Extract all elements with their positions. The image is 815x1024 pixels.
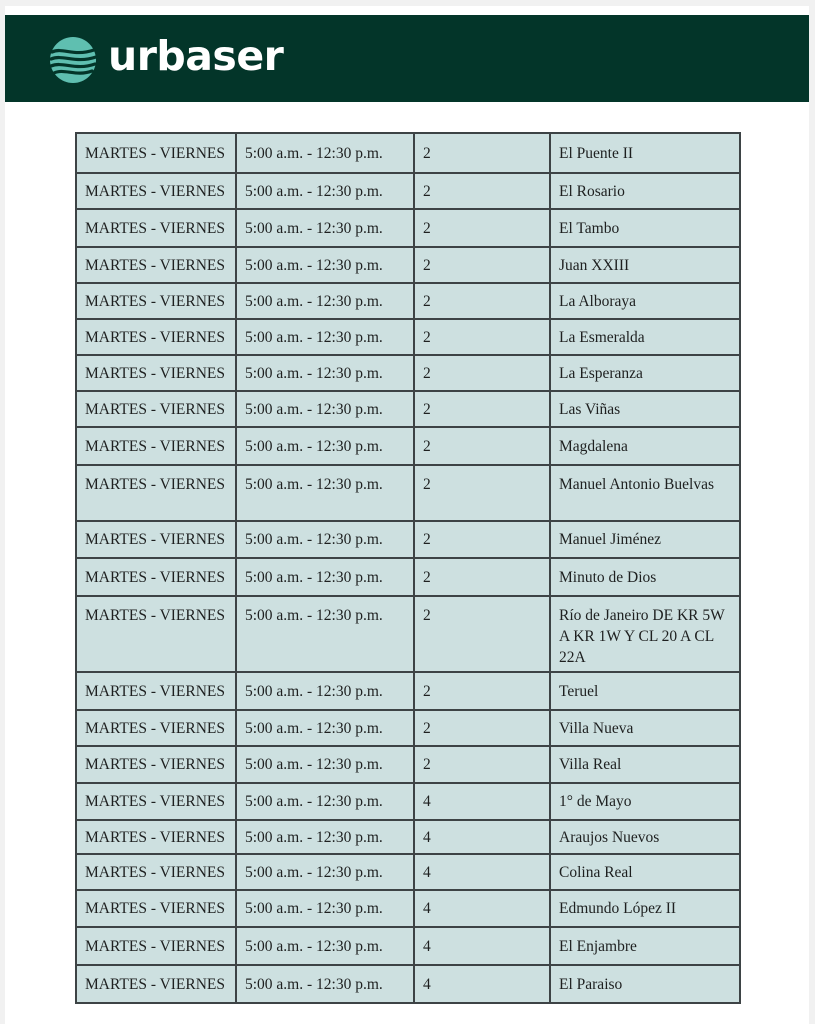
day-cell: MARTES - VIERNES xyxy=(76,391,236,427)
table-row xyxy=(76,283,740,319)
time-cell: 5:00 a.m. - 12:30 p.m. xyxy=(236,521,414,558)
table-row xyxy=(76,558,740,596)
day-cell: MARTES - VIERNES xyxy=(76,965,236,1003)
day-cell: MARTES - VIERNES xyxy=(76,465,236,521)
barrio-cell: El Paraiso xyxy=(550,965,740,1003)
table-row xyxy=(76,890,740,927)
time-cell: 5:00 a.m. - 12:30 p.m. xyxy=(236,965,414,1003)
time-cell: 5:00 a.m. - 12:30 p.m. xyxy=(236,820,414,854)
barrio-cell: Río de Janeiro DE KR 5W A KR 1W Y CL 20 A CL 22A xyxy=(550,596,740,672)
time-cell: 5:00 a.m. - 12:30 p.m. xyxy=(236,319,414,355)
day-cell: MARTES - VIERNES xyxy=(76,133,236,173)
day-cell: MARTES - VIERNES xyxy=(76,596,236,672)
barrio-cell: Araujos Nuevos xyxy=(550,820,740,854)
table-row xyxy=(76,173,740,209)
day-cell: MARTES - VIERNES xyxy=(76,319,236,355)
zone-cell: 2 xyxy=(414,319,550,355)
zone-cell: 2 xyxy=(414,521,550,558)
zone-cell: 2 xyxy=(414,209,550,247)
barrio-cell: Manuel Antonio Buelvas xyxy=(550,465,740,521)
barrio-cell: La Esmeralda xyxy=(550,319,740,355)
table-row xyxy=(76,209,740,247)
barrio-cell: Villa Real xyxy=(550,746,740,783)
day-cell: MARTES - VIERNES xyxy=(76,820,236,854)
time-cell: 5:00 a.m. - 12:30 p.m. xyxy=(236,890,414,927)
table-row xyxy=(76,247,740,283)
table-row xyxy=(76,854,740,890)
time-cell: 5:00 a.m. - 12:30 p.m. xyxy=(236,427,414,465)
zone-cell: 2 xyxy=(414,596,550,672)
zone-cell: 2 xyxy=(414,283,550,319)
table-row xyxy=(76,391,740,427)
barrio-cell: El Tambo xyxy=(550,209,740,247)
brand-header xyxy=(5,15,809,102)
document-page xyxy=(5,6,809,1024)
barrio-cell: 1° de Mayo xyxy=(550,783,740,820)
collection-schedule-table xyxy=(75,132,741,1004)
day-cell: MARTES - VIERNES xyxy=(76,247,236,283)
zone-cell: 2 xyxy=(414,558,550,596)
table-row xyxy=(76,319,740,355)
barrio-cell: La Esperanza xyxy=(550,355,740,391)
barrio-cell: Minuto de Dios xyxy=(550,558,740,596)
barrio-cell: Juan XXIII xyxy=(550,247,740,283)
day-cell: MARTES - VIERNES xyxy=(76,173,236,209)
day-cell: MARTES - VIERNES xyxy=(76,558,236,596)
day-cell: MARTES - VIERNES xyxy=(76,427,236,465)
zone-cell: 2 xyxy=(414,427,550,465)
table-row xyxy=(76,783,740,820)
day-cell: MARTES - VIERNES xyxy=(76,710,236,746)
time-cell: 5:00 a.m. - 12:30 p.m. xyxy=(236,746,414,783)
table-row xyxy=(76,427,740,465)
time-cell: 5:00 a.m. - 12:30 p.m. xyxy=(236,173,414,209)
zone-cell: 2 xyxy=(414,133,550,173)
time-cell: 5:00 a.m. - 12:30 p.m. xyxy=(236,209,414,247)
barrio-cell: El Puente II xyxy=(550,133,740,173)
barrio-cell: Manuel Jiménez xyxy=(550,521,740,558)
zone-cell: 2 xyxy=(414,746,550,783)
zone-cell: 4 xyxy=(414,890,550,927)
table-row xyxy=(76,746,740,783)
time-cell: 5:00 a.m. - 12:30 p.m. xyxy=(236,596,414,672)
table-row xyxy=(76,596,740,672)
table-row xyxy=(76,133,740,173)
table-row xyxy=(76,465,740,521)
table-row xyxy=(76,965,740,1003)
barrio-cell: El Enjambre xyxy=(550,927,740,965)
time-cell: 5:00 a.m. - 12:30 p.m. xyxy=(236,247,414,283)
day-cell: MARTES - VIERNES xyxy=(76,783,236,820)
time-cell: 5:00 a.m. - 12:30 p.m. xyxy=(236,927,414,965)
table-row xyxy=(76,710,740,746)
schedule-body xyxy=(76,133,740,1003)
time-cell: 5:00 a.m. - 12:30 p.m. xyxy=(236,465,414,521)
zone-cell: 2 xyxy=(414,391,550,427)
table-row xyxy=(76,355,740,391)
zone-cell: 4 xyxy=(414,927,550,965)
barrio-cell: Colina Real xyxy=(550,854,740,890)
zone-cell: 4 xyxy=(414,854,550,890)
barrio-cell: Villa Nueva xyxy=(550,710,740,746)
time-cell: 5:00 a.m. - 12:30 p.m. xyxy=(236,710,414,746)
time-cell: 5:00 a.m. - 12:30 p.m. xyxy=(236,355,414,391)
barrio-cell: La Alboraya xyxy=(550,283,740,319)
urbaser-wave-globe-icon xyxy=(49,36,97,84)
time-cell: 5:00 a.m. - 12:30 p.m. xyxy=(236,672,414,710)
day-cell: MARTES - VIERNES xyxy=(76,355,236,391)
time-cell: 5:00 a.m. - 12:30 p.m. xyxy=(236,283,414,319)
zone-cell: 2 xyxy=(414,173,550,209)
barrio-cell: Las Viñas xyxy=(550,391,740,427)
day-cell: MARTES - VIERNES xyxy=(76,672,236,710)
barrio-cell: Magdalena xyxy=(550,427,740,465)
time-cell: 5:00 a.m. - 12:30 p.m. xyxy=(236,558,414,596)
zone-cell: 4 xyxy=(414,783,550,820)
time-cell: 5:00 a.m. - 12:30 p.m. xyxy=(236,783,414,820)
zone-cell: 4 xyxy=(414,820,550,854)
brand-wordmark: urbaser xyxy=(108,32,284,80)
day-cell: MARTES - VIERNES xyxy=(76,283,236,319)
zone-cell: 2 xyxy=(414,247,550,283)
table-row xyxy=(76,820,740,854)
day-cell: MARTES - VIERNES xyxy=(76,209,236,247)
table-row xyxy=(76,672,740,710)
zone-cell: 4 xyxy=(414,965,550,1003)
day-cell: MARTES - VIERNES xyxy=(76,746,236,783)
zone-cell: 2 xyxy=(414,355,550,391)
table-row xyxy=(76,927,740,965)
day-cell: MARTES - VIERNES xyxy=(76,927,236,965)
barrio-cell: El Rosario xyxy=(550,173,740,209)
zone-cell: 2 xyxy=(414,710,550,746)
barrio-cell: Teruel xyxy=(550,672,740,710)
time-cell: 5:00 a.m. - 12:30 p.m. xyxy=(236,391,414,427)
day-cell: MARTES - VIERNES xyxy=(76,890,236,927)
time-cell: 5:00 a.m. - 12:30 p.m. xyxy=(236,133,414,173)
zone-cell: 2 xyxy=(414,465,550,521)
day-cell: MARTES - VIERNES xyxy=(76,521,236,558)
barrio-cell: Edmundo López II xyxy=(550,890,740,927)
day-cell: MARTES - VIERNES xyxy=(76,854,236,890)
time-cell: 5:00 a.m. - 12:30 p.m. xyxy=(236,854,414,890)
zone-cell: 2 xyxy=(414,672,550,710)
table-row xyxy=(76,521,740,558)
